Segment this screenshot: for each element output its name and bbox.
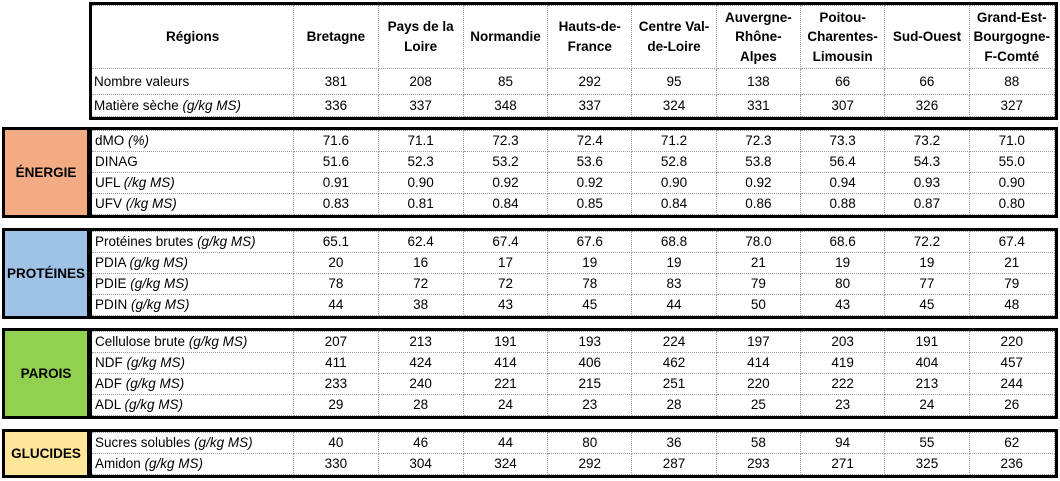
region-header-line: F-Comté xyxy=(984,48,1040,64)
value-cell: 67.4 xyxy=(463,232,547,253)
table-row xyxy=(92,152,1055,173)
value-cell: 53.8 xyxy=(716,152,800,173)
value-cell: 0.90 xyxy=(378,173,463,194)
value-cell: 66 xyxy=(885,69,969,95)
value-cell: 220 xyxy=(716,374,800,395)
value-cell: 45 xyxy=(548,295,632,316)
value-cell: 72.3 xyxy=(716,131,800,152)
value-cell: 240 xyxy=(378,374,463,395)
row-label-ndf xyxy=(92,353,294,374)
table-row xyxy=(92,332,1055,353)
row-unit: (g/kg MS) xyxy=(197,234,256,250)
region-header-line: Loire xyxy=(404,39,438,54)
value-cell: 0.85 xyxy=(548,194,632,215)
row-label-ufv xyxy=(92,194,294,215)
regions-header: Régions xyxy=(92,6,294,69)
region-header-grand-est-bourgogne-f-comte xyxy=(969,6,1054,69)
value-cell: 331 xyxy=(716,95,800,117)
region-header-line: Bourgogne- xyxy=(973,29,1051,45)
region-header-line: Alpes xyxy=(739,48,777,64)
row-unit: (g/kg MS) xyxy=(126,355,186,371)
value-cell: 292 xyxy=(548,454,632,475)
value-cell: 215 xyxy=(548,374,632,395)
value-cell: 0.87 xyxy=(885,194,969,215)
value-cell: 53.2 xyxy=(463,152,547,173)
table-row xyxy=(92,395,1055,416)
value-cell: 21 xyxy=(969,253,1054,274)
region-header-line: Poitou- xyxy=(819,9,866,25)
row-label-nombre-valeurs xyxy=(92,69,294,95)
row-unit: (g/kg MS) xyxy=(130,276,189,292)
value-cell: 72 xyxy=(378,274,463,295)
value-cell: 67.4 xyxy=(969,232,1054,253)
value-cell: 24 xyxy=(885,395,969,416)
row-label-text: PDIN xyxy=(95,297,132,313)
value-cell: 0.86 xyxy=(716,194,800,215)
category-label-energie: ÉNERGIE xyxy=(2,127,90,218)
value-cell: 251 xyxy=(632,374,716,395)
value-cell: 0.83 xyxy=(294,194,378,215)
region-header-auvergne-rhone-alpes xyxy=(716,6,800,69)
value-cell: 327 xyxy=(969,95,1054,117)
value-cell: 414 xyxy=(716,353,800,374)
row-label-text: ADL xyxy=(95,397,125,413)
value-cell: 67.6 xyxy=(548,232,632,253)
value-cell: 55 xyxy=(885,433,969,454)
row-unit: (/kg MS) xyxy=(125,196,177,212)
proteines-table xyxy=(92,231,1055,316)
row-label-text: Matière sèche xyxy=(94,97,183,113)
value-cell: 324 xyxy=(632,95,716,117)
value-cell: 236 xyxy=(969,454,1054,475)
table-row xyxy=(92,131,1055,152)
value-cell: 73.3 xyxy=(801,131,885,152)
value-cell: 45 xyxy=(885,295,969,316)
value-cell: 72 xyxy=(463,274,547,295)
region-header-line: de-Loire xyxy=(647,39,701,54)
value-cell: 26 xyxy=(969,395,1054,416)
value-cell: 233 xyxy=(294,374,378,395)
value-cell: 44 xyxy=(463,433,547,454)
value-cell: 23 xyxy=(548,395,632,416)
value-cell: 19 xyxy=(632,253,716,274)
row-unit: (%) xyxy=(128,133,150,149)
region-header-line: Hauts-de- xyxy=(558,19,621,35)
general-section xyxy=(89,2,1058,120)
value-cell: 0.81 xyxy=(378,194,463,215)
value-cell: 224 xyxy=(632,332,716,353)
value-cell: 53.6 xyxy=(548,152,632,173)
value-cell: 50 xyxy=(716,295,800,316)
value-cell: 48 xyxy=(969,295,1054,316)
general-table xyxy=(92,5,1055,117)
row-label-adf xyxy=(92,374,294,395)
glucides-section xyxy=(89,429,1058,478)
row-unit: (/kg MS) xyxy=(123,175,175,191)
value-cell: 71.0 xyxy=(969,131,1054,152)
value-cell: 24 xyxy=(463,395,547,416)
value-cell: 19 xyxy=(801,253,885,274)
value-cell: 80 xyxy=(548,433,632,454)
value-cell: 54.3 xyxy=(885,152,969,173)
value-cell: 419 xyxy=(801,353,885,374)
region-header-line: Bretagne xyxy=(306,29,366,45)
value-cell: 19 xyxy=(885,253,969,274)
region-header-line: Sud-Ouest xyxy=(892,29,962,45)
row-label-text: Nombre valeurs xyxy=(94,73,190,89)
table-row xyxy=(92,95,1055,117)
region-header-hauts-de-france xyxy=(548,6,632,69)
value-cell: 17 xyxy=(463,253,547,274)
value-cell: 271 xyxy=(801,454,885,475)
row-label-amidon xyxy=(92,454,294,475)
row-unit: (g/kg MS) xyxy=(144,456,204,472)
parois-table xyxy=(92,331,1055,416)
value-cell: 304 xyxy=(378,454,463,475)
table-row xyxy=(92,295,1055,316)
value-cell: 0.88 xyxy=(801,194,885,215)
category-label-glucides: GLUCIDES xyxy=(2,429,90,478)
value-cell: 83 xyxy=(632,274,716,295)
value-cell: 51.6 xyxy=(294,152,378,173)
row-label-text: PDIA xyxy=(95,255,130,271)
value-cell: 414 xyxy=(463,353,547,374)
region-header-line: Normandie xyxy=(470,29,541,45)
value-cell: 222 xyxy=(801,374,885,395)
row-unit: (g/kg MS) xyxy=(131,297,190,313)
row-label-text: NDF xyxy=(95,355,127,371)
value-cell: 404 xyxy=(885,353,969,374)
value-cell: 71.6 xyxy=(294,131,378,152)
value-cell: 43 xyxy=(463,295,547,316)
row-label-pdie xyxy=(92,274,294,295)
value-cell: 411 xyxy=(294,353,378,374)
value-cell: 43 xyxy=(801,295,885,316)
value-cell: 44 xyxy=(632,295,716,316)
region-header-normandie xyxy=(463,6,547,69)
value-cell: 424 xyxy=(378,353,463,374)
value-cell: 287 xyxy=(632,454,716,475)
value-cell: 0.84 xyxy=(632,194,716,215)
value-cell: 462 xyxy=(632,353,716,374)
row-unit: (g/kg MS) xyxy=(124,397,184,413)
header-row xyxy=(92,6,1055,69)
row-label-adl xyxy=(92,395,294,416)
row-label-text: UFV xyxy=(95,196,126,212)
value-cell: 94 xyxy=(801,433,885,454)
row-label-text: DINAG xyxy=(95,154,138,170)
row-unit: (g/kg MS) xyxy=(125,376,185,392)
value-cell: 72.2 xyxy=(885,232,969,253)
value-cell: 292 xyxy=(548,69,632,95)
row-label-text: Sucres solubles xyxy=(95,435,195,451)
row-unit: (g/kg MS) xyxy=(194,435,253,451)
value-cell: 68.6 xyxy=(801,232,885,253)
region-header-line: Charentes- xyxy=(807,29,878,45)
region-header-line: Auvergne- xyxy=(724,9,792,25)
region-header-sud-ouest xyxy=(885,6,969,69)
value-cell: 72.4 xyxy=(548,131,632,152)
value-cell: 381 xyxy=(294,69,378,95)
value-cell: 56.4 xyxy=(801,152,885,173)
value-cell: 20 xyxy=(294,253,378,274)
value-cell: 213 xyxy=(378,332,463,353)
value-cell: 307 xyxy=(801,95,885,117)
row-label-text: Protéines brutes xyxy=(95,234,198,250)
row-label-dmo xyxy=(92,131,294,152)
value-cell: 68.8 xyxy=(632,232,716,253)
energie-section xyxy=(89,127,1058,218)
value-cell: 52.3 xyxy=(378,152,463,173)
category-label-proteines: PROTÉINES xyxy=(2,228,90,319)
row-label-dinag xyxy=(92,152,294,173)
value-cell: 337 xyxy=(378,95,463,117)
value-cell: 0.92 xyxy=(716,173,800,194)
value-cell: 71.2 xyxy=(632,131,716,152)
region-header-line: Centre Val- xyxy=(638,19,710,35)
region-header-line: Rhône- xyxy=(735,29,782,45)
value-cell: 78 xyxy=(294,274,378,295)
value-cell: 348 xyxy=(463,95,547,117)
region-header-line: Limousin xyxy=(812,48,873,64)
value-cell: 457 xyxy=(969,353,1054,374)
value-cell: 406 xyxy=(548,353,632,374)
table-row xyxy=(92,69,1055,95)
row-label-proteines-brutes xyxy=(92,232,294,253)
value-cell: 0.92 xyxy=(463,173,547,194)
value-cell: 0.84 xyxy=(463,194,547,215)
value-cell: 208 xyxy=(378,69,463,95)
value-cell: 203 xyxy=(801,332,885,353)
value-cell: 0.91 xyxy=(294,173,378,194)
value-cell: 244 xyxy=(969,374,1054,395)
value-cell: 0.80 xyxy=(969,194,1054,215)
value-cell: 85 xyxy=(463,69,547,95)
row-label-text: ADF xyxy=(95,376,126,392)
value-cell: 72.3 xyxy=(463,131,547,152)
value-cell: 55.0 xyxy=(969,152,1054,173)
row-label-text: PDIE xyxy=(95,276,131,292)
table-row xyxy=(92,232,1055,253)
region-header-poitou-charentes-limousin xyxy=(801,6,885,69)
row-unit: (g/kg MS) xyxy=(188,334,248,350)
table-row xyxy=(92,253,1055,274)
value-cell: 16 xyxy=(378,253,463,274)
value-cell: 66 xyxy=(801,69,885,95)
value-cell: 78 xyxy=(548,274,632,295)
region-header-pays-de-la-loire xyxy=(378,6,463,69)
value-cell: 213 xyxy=(885,374,969,395)
energie-table xyxy=(92,130,1055,215)
region-header-bretagne xyxy=(294,6,378,69)
value-cell: 207 xyxy=(294,332,378,353)
table-row xyxy=(92,454,1055,475)
value-cell: 221 xyxy=(463,374,547,395)
value-cell: 38 xyxy=(378,295,463,316)
value-cell: 28 xyxy=(378,395,463,416)
value-cell: 95 xyxy=(632,69,716,95)
value-cell: 19 xyxy=(548,253,632,274)
value-cell: 44 xyxy=(294,295,378,316)
value-cell: 293 xyxy=(716,454,800,475)
table-row xyxy=(92,353,1055,374)
value-cell: 21 xyxy=(716,253,800,274)
value-cell: 220 xyxy=(969,332,1054,353)
value-cell: 78.0 xyxy=(716,232,800,253)
table-row xyxy=(92,374,1055,395)
value-cell: 52.8 xyxy=(632,152,716,173)
value-cell: 29 xyxy=(294,395,378,416)
value-cell: 337 xyxy=(548,95,632,117)
value-cell: 330 xyxy=(294,454,378,475)
region-header-line: Grand-Est- xyxy=(976,9,1047,25)
value-cell: 62 xyxy=(969,433,1054,454)
row-label-ufl xyxy=(92,173,294,194)
table-row xyxy=(92,173,1055,194)
value-cell: 25 xyxy=(716,395,800,416)
value-cell: 0.92 xyxy=(548,173,632,194)
row-unit: (g/kg MS) xyxy=(182,97,242,113)
table-row xyxy=(92,194,1055,215)
table-row xyxy=(92,433,1055,454)
value-cell: 58 xyxy=(716,433,800,454)
value-cell: 191 xyxy=(885,332,969,353)
row-label-matiere-seche xyxy=(92,95,294,117)
value-cell: 79 xyxy=(969,274,1054,295)
value-cell: 138 xyxy=(716,69,800,95)
value-cell: 0.90 xyxy=(632,173,716,194)
region-header-line: France xyxy=(567,39,612,54)
row-label-sucres-solubles xyxy=(92,433,294,454)
row-label-text: dMO xyxy=(95,133,129,149)
value-cell: 191 xyxy=(463,332,547,353)
value-cell: 197 xyxy=(716,332,800,353)
value-cell: 23 xyxy=(801,395,885,416)
row-label-text: UFL xyxy=(95,175,124,191)
row-unit: (g/kg MS) xyxy=(129,255,189,271)
value-cell: 65.1 xyxy=(294,232,378,253)
value-cell: 79 xyxy=(716,274,800,295)
row-label-text: Cellulose brute xyxy=(95,334,189,350)
value-cell: 324 xyxy=(463,454,547,475)
value-cell: 46 xyxy=(378,433,463,454)
value-cell: 40 xyxy=(294,433,378,454)
value-cell: 77 xyxy=(885,274,969,295)
glucides-table xyxy=(92,432,1055,475)
region-header-centre-val-de-loire xyxy=(632,6,716,69)
category-label-parois: PAROIS xyxy=(2,328,90,419)
parois-section xyxy=(89,328,1058,419)
row-label-pdia xyxy=(92,253,294,274)
table-row xyxy=(92,274,1055,295)
value-cell: 325 xyxy=(885,454,969,475)
value-cell: 0.94 xyxy=(801,173,885,194)
value-cell: 28 xyxy=(632,395,716,416)
value-cell: 0.90 xyxy=(969,173,1054,194)
value-cell: 36 xyxy=(632,433,716,454)
value-cell: 0.93 xyxy=(885,173,969,194)
value-cell: 326 xyxy=(885,95,969,117)
region-header-line: Pays de la xyxy=(387,19,454,35)
row-label-pdin xyxy=(92,295,294,316)
value-cell: 193 xyxy=(548,332,632,353)
row-label-cellulose-brute xyxy=(92,332,294,353)
proteines-section xyxy=(89,228,1058,319)
value-cell: 336 xyxy=(294,95,378,117)
value-cell: 73.2 xyxy=(885,131,969,152)
value-cell: 80 xyxy=(801,274,885,295)
value-cell: 62.4 xyxy=(378,232,463,253)
row-label-text: Amidon xyxy=(95,456,145,472)
value-cell: 71.1 xyxy=(378,131,463,152)
value-cell: 88 xyxy=(969,69,1054,95)
